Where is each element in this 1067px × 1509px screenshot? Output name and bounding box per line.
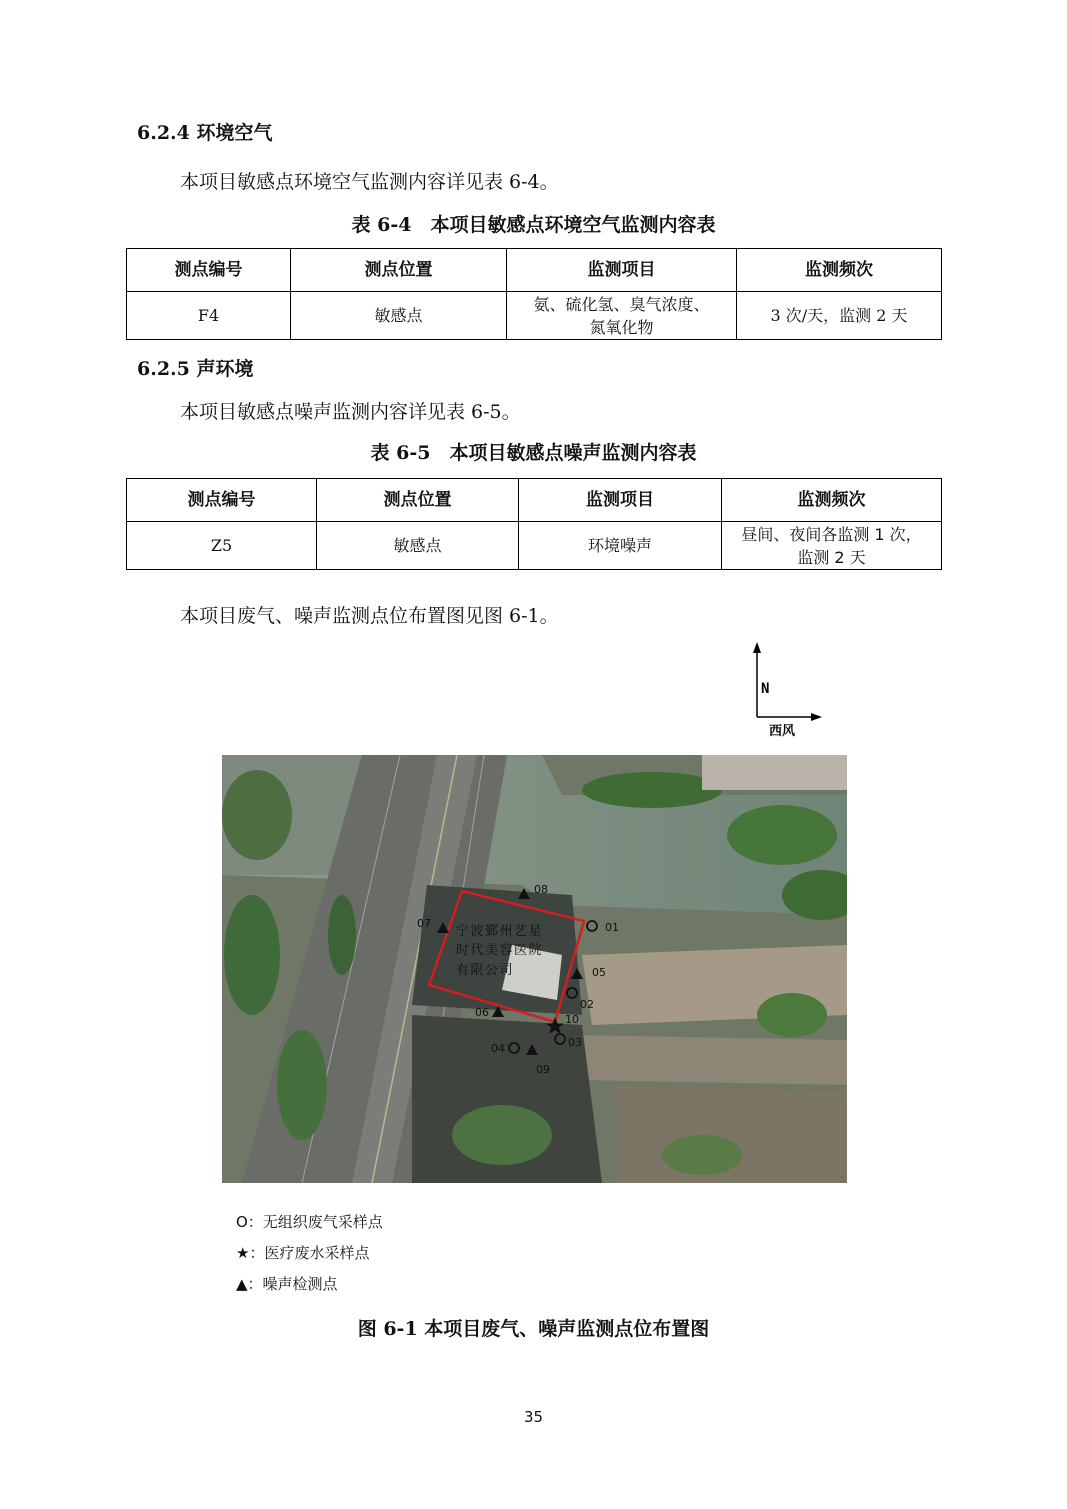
north-arrow-icon — [753, 642, 761, 653]
header-monitor-items: 监测项目 — [519, 479, 722, 522]
section-heading-noise: 6.2.5 声环境 — [137, 358, 254, 380]
site-label-line-3: 有限公司 — [456, 963, 515, 978]
satellite-image — [222, 755, 847, 1183]
header-point-id: 测点编号 — [127, 479, 317, 522]
header-point-location: 测点位置 — [317, 479, 519, 522]
point-label-08: 08 — [534, 883, 548, 896]
header-point-location: 测点位置 — [291, 249, 507, 292]
legend-star: ★：医疗废水采样点 — [236, 1244, 370, 1262]
point-label-01: 01 — [605, 921, 619, 934]
cell-point-id: F4 — [127, 292, 291, 340]
header-monitor-frequency: 监测频次 — [737, 249, 942, 292]
point-label-04: 04 — [491, 1042, 505, 1055]
site-label-line-1: 宁波鄞州艺星 — [456, 924, 544, 939]
table-row — [127, 292, 942, 340]
wind-label: 西风 — [769, 724, 796, 739]
header-point-id: 测点编号 — [127, 249, 291, 292]
compass-indicator — [740, 640, 830, 740]
figure-6-1-caption: 图 6-1 本项目废气、噪声监测点位布置图 — [357, 1318, 710, 1340]
air-intro-text: 本项目敏感点环境空气监测内容详见表 6-4。 — [180, 171, 559, 193]
frequency-line-2: 监测 2 天 — [797, 547, 866, 567]
figure-intro-text: 本项目废气、噪声监测点位布置图见图 6-1。 — [180, 605, 559, 627]
point-label-10: 10 — [565, 1013, 579, 1026]
point-label-09: 09 — [536, 1063, 550, 1076]
table-header-row — [127, 479, 942, 522]
wind-arrow-icon — [811, 713, 822, 721]
point-label-02: 02 — [580, 998, 594, 1011]
point-label-03: 03 — [568, 1036, 582, 1049]
legend-circle: O：无组织废气采样点 — [236, 1213, 383, 1231]
cell-monitor-frequency: 3 次/天，监测 2 天 — [737, 292, 942, 340]
items-line-1: 氨、硫化氢、臭气浓度、 — [533, 294, 710, 314]
cell-monitor-frequency — [722, 522, 942, 570]
monitoring-layout-map — [222, 755, 847, 1183]
table-header-row — [127, 249, 942, 292]
header-monitor-items: 监测项目 — [507, 249, 737, 292]
point-label-06: 06 — [475, 1006, 489, 1019]
air-monitoring-table — [126, 248, 942, 340]
header-monitor-frequency: 监测频次 — [722, 479, 942, 522]
legend-triangle: ▲：噪声检测点 — [236, 1275, 338, 1293]
site-label-line-2: 时代美容医院 — [456, 943, 544, 958]
cell-point-id: Z5 — [127, 522, 317, 570]
point-label-05: 05 — [592, 966, 606, 979]
cell-monitor-items: 环境噪声 — [519, 522, 722, 570]
cell-monitor-items — [507, 292, 737, 340]
frequency-line-1: 昼间、夜间各监测 1 次， — [741, 524, 922, 544]
section-heading-air: 6.2.4 环境空气 — [137, 122, 273, 144]
table-6-5-caption: 表 6-5 本项目敏感点噪声监测内容表 — [370, 442, 697, 464]
table-6-4-caption: 表 6-4 本项目敏感点环境空气监测内容表 — [351, 214, 716, 236]
cell-point-location: 敏感点 — [291, 292, 507, 340]
point-label-07: 07 — [417, 917, 431, 930]
table-row — [127, 522, 942, 570]
north-label: N — [761, 681, 770, 697]
noise-monitoring-table — [126, 478, 942, 570]
page-number: 35 — [523, 1408, 544, 1426]
cell-point-location: 敏感点 — [317, 522, 519, 570]
noise-intro-text: 本项目敏感点噪声监测内容详见表 6-5。 — [180, 401, 521, 423]
items-line-2: 氮氧化物 — [589, 317, 654, 337]
